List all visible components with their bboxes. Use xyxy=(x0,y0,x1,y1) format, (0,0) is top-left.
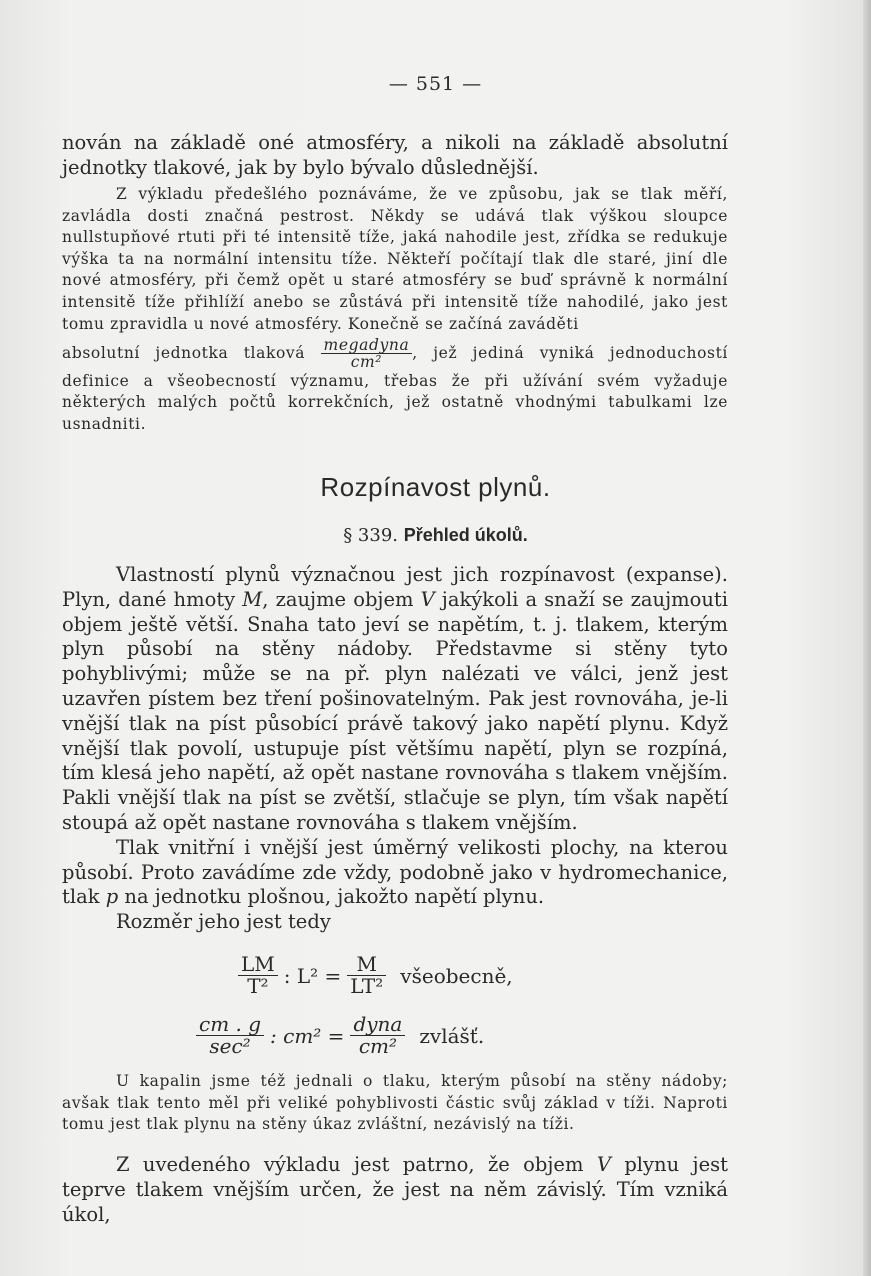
formula2-rhs-num: dyna xyxy=(350,1014,405,1036)
section-name: Přehled úkolů. xyxy=(403,525,528,545)
intro-text: nován na základě oné atmosféry, a nikoli na základě absolutní jednotky tlakové, jak by bylo bývalo důslednější. xyxy=(62,131,728,179)
paragraph-pressure xyxy=(62,836,728,910)
para2-part2: na jednotku plošnou, jakožto napětí plynu. xyxy=(118,885,545,909)
intro-paragraph xyxy=(62,131,728,181)
para1-part1: Vlastností plynů význačnou jest jich rozpínavost (expanse). Plyn, dané hmoty xyxy=(62,563,728,611)
small-para2-text: U kapalin jsme též jednali o tlaku, kterým působí na stěny nádoby; avšak tlak tento měl při veliké pohyblivosti částic svůj základ v tíži. Naproti tomu jest tlak plynu na stěny úkaz zvláštní, nezávislý na tíži. xyxy=(62,1072,728,1134)
formula2-operator: : cm² = xyxy=(270,1023,345,1048)
formula1-lhs xyxy=(238,954,278,997)
unit-denominator: cm² xyxy=(350,353,383,372)
para3-part2: plynu jest teprve tlakem vnějším určen, že jest na něm závislý. Tím vzniká úkol, xyxy=(62,1153,728,1226)
page-number: — 551 — xyxy=(388,73,483,95)
var-p: p xyxy=(105,885,119,909)
formula1-operator: : L² = xyxy=(283,963,342,988)
closing-paragraph xyxy=(62,1153,728,1227)
unit-fraction xyxy=(321,337,413,371)
formula1-rhs xyxy=(347,954,386,997)
formula1-lhs-den: T² xyxy=(247,974,269,998)
formula1-rhs-num: M xyxy=(347,954,386,976)
var-v-2: V xyxy=(596,1153,611,1176)
para1-part3: jakýkoli a snaží se zaujmouti objem ještě větší. Snaha tato jeví se napětím, t. j. tlakem, kterým plyn působí na stěny nádoby. Představme si stěny tyto pohyblivými; může se na př. plyn nalézati ve válci, jenž jest uzavřen pístem bez tření pošinovatelným. Pak jest rovnováha, je-li vnější tlak na píst působící právě takový jako napětí plynu. Když vnější tlak povolí, ustupuje píst většímu napětí, plyn se rozpíná, tím klesá jeho napětí, až opět nastane rovnováha s tlakem vnějším. Pakli vnější tlak na píst se zvětší, stlačuje se plyn, tím však napětí stoupá až opět nastane rovnováha s tlakem vnějším. xyxy=(62,587,728,834)
dimension-intro: Rozměr jeho jest tedy xyxy=(116,910,331,934)
paragraph-expansion xyxy=(62,563,728,836)
formula-specific xyxy=(196,1014,484,1057)
formula2-rhs-den: cm² xyxy=(358,1034,397,1058)
unit-suffix: , jež jediná vyniká jednoduchostí definice a všeobecností významu, třebas že při užívání svém vyžaduje některých malých počtů korrekčních, jež ostatně vhodnými tabulkami lze usnadniti. xyxy=(62,343,728,433)
para3-part1: Z uvedeného výkladu jest patrno, že objem xyxy=(116,1153,597,1176)
section-number: § 339. xyxy=(343,525,399,546)
unit-numerator: megadyna xyxy=(321,337,413,354)
small-paragraph-pressure-units xyxy=(62,184,728,435)
var-v: V xyxy=(420,587,435,611)
para2-part1: Tlak vnitřní i vnější jest úměrný velikosti plochy, na kterou působí. Proto zavádíme zde vždy, podobně jako v hydromechanice, tlak xyxy=(62,835,728,909)
formula1-lhs-num: LM xyxy=(238,954,278,976)
var-m: M xyxy=(242,587,263,611)
formula2-label: zvlášť. xyxy=(419,1023,485,1048)
formula-general xyxy=(238,954,513,997)
unit-prefix: absolutní jednotka tlaková xyxy=(62,343,306,362)
small-paragraph-liquids xyxy=(62,1071,728,1136)
main-text xyxy=(62,563,728,935)
paragraph-volume xyxy=(62,1153,728,1227)
formula2-lhs xyxy=(196,1014,264,1057)
formula1-label: všeobecně, xyxy=(400,963,513,988)
formula2-lhs-den: sec² xyxy=(209,1034,251,1058)
formula1-rhs-den: LT² xyxy=(350,974,384,998)
section-title xyxy=(0,525,871,546)
para1-part2: , zaujme objem xyxy=(262,587,421,611)
small-para1-text: Z výkladu předešlého poznáváme, že ve způsobu, jak se tlak měří, zavládla dosti značná pestrost. Někdy se udává tlak výškou sloupce nullstupňové rtuti při té intensitě tíže, jaká nahodile jest, zřídka se redukuje výška ta na normální intensitu tíže. Někteří počítají tlak dle staré, jiní dle nové atmosféry, při čemž opět u staré atmosféry se buď správně k normální intensitě tíže přihlíží anebo se zůstává při intensitě tíže nahodilé, jako jest tomu zpravidla u nové atmosféry. Konečně se začíná zaváděti xyxy=(62,185,728,333)
page-edge xyxy=(863,0,871,1276)
chapter-heading: Rozpínavost plynů. xyxy=(320,472,551,502)
formula2-rhs xyxy=(350,1014,405,1057)
formula2-lhs-num: cm . g xyxy=(196,1014,264,1036)
